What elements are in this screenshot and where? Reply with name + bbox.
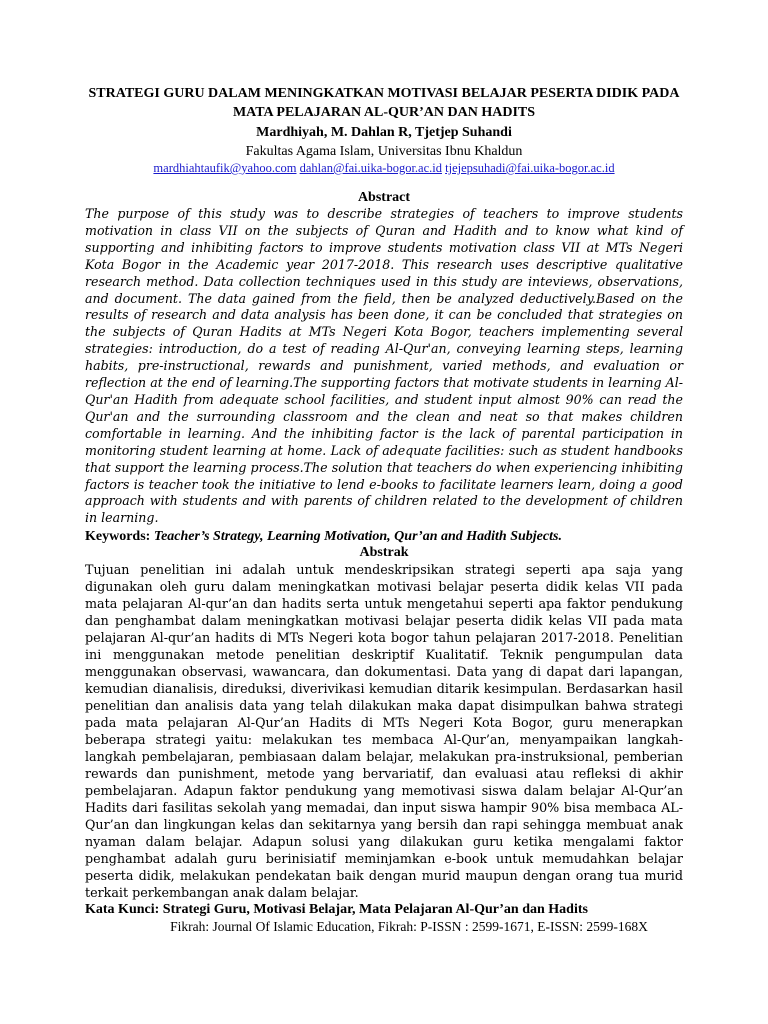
paper-affiliation: Fakultas Agama Islam, Universitas Ibnu Khaldun [245,144,523,159]
email-link-1[interactable]: mardhiahtaufik@yahoo.com [153,161,297,175]
keywords-label: Keywords: [85,529,151,545]
keywords-line [85,528,683,545]
abstract-heading: Abstract [357,190,411,205]
email-link-2[interactable]: dahlan@fai.uika-bogor.ac.id [299,161,442,175]
kata-kunci-line: Kata Kunci: Strategi Guru, Motivasi Belajar, Mata Pelajaran Al-Qur’an dan Hadits [85,902,588,918]
abstrak-body: Tujuan penelitian ini adalah untuk mendeskripsikan strategi seperti apa saja yang digunakan oleh guru dalam meningkatkan motivasi belajar peserta didik kelas VII pada mata pelajaran Al-qur’an dan hadits serta untuk mengetahui seperti apa faktor pendukung dan penghambat dalam meningkatkan motivasi belajar peserta didik kelas VII pada mata pelajaran Al-qur’an hadits di MTs Negeri kota bogor tahun pelajaran 2017-2018. Penelitian ini menggunakan metode penelitian deskriptif Kualitatif. Teknik pengumpulan data menggunakan observasi, wawancara, dan dokumentasi. Data yang di dapat dari lapangan, kemudian dianalisis, direduksi, diverivikasi kemudian ditarik kesimpulan. Berdasarkan hasil penelitian dan analisis data yang telah dilakukan maka dapat disimpulkan bahwa strategi pada mata pelajaran Al-Qur’an Hadits di MTs Negeri Kota Bogor, guru menerapkan beberapa strategi yaitu: melakukan tes membaca Al-Qur’an, menyampaikan langkah-langkah pembelajaran, pembiasaan dalam belajar, melakukan pra-instruksional, pemberian rewards dan punishment, metode yang bervariatif, dan evaluasi atau refleksi di akhir pembelajaran. Adapun faktor pendukung yang memotivasi siswa dalam belajar Al-Qur’an Hadits dari fasilitas sekolah yang memadai, dan input siswa hampir 90% bisa membaca AL-Qur’an dan lingkungan kelas dan sekitarnya yang bersih dan rapi sehingga membuat anak nyaman dalam belajar. Adapun solusi yang dilakukan guru ketika mengalami faktor penghambat adalah guru berinisiatif meminjamkan e-book untuk memudahkan belajar peserta didik, melakukan pendekatan baik dengan murid maupun dengan orang tua murid terkait perkembangan anak dalam belajar. [85,562,683,901]
email-link-3[interactable]: tjejepsuhadi@fai.uika-bogor.ac.id [445,161,615,175]
abstract-body: The purpose of this study was to describe strategies of teachers to improve students motivation in class VII on the subjects of Quran and Hadith and to know what kind of supporting and inhibiting factors to improve students motivation class VII at MTs Negeri Kota Bogor in the Academic year 2017-2018. This research uses descriptive qualitative research method. Data collection techniques used in this study are inteviews, observations, and document. The data gained from the field, then be analyzed deductively.Based on the results of research and data analysis has been done, it can be concluded that strategies on the subjects of Quran Hadits at MTs Negeri Kota Bogor, teachers implementing several strategies: introduction, do a test of reading Al-Qur'an, conveying learning steps, learning habits, pre-instructional, rewards and punishment, varied methods, and evaluation or reflection at the end of learning.The supporting factors that motivate students in learning Al-Qur'an Hadith from adequate school facilities, and student input almost 90% can read the Qur'an and the surrounding classroom and the clean and neat so that makes children comfortable in learning. And the inhibiting factor is the lack of parental participation in monitoring student learning at home. Lack of adequate facilities: such as student handbooks that support the learning process.The solution that teachers do when experiencing inhibiting factors is teacher took the initiative to lend e-books to facilitate learners learn, doing a good approach with students and with parents of children related to the development of children in learning. [85,206,683,526]
paper-title: STRATEGI GURU DALAM MENINGKATKAN MOTIVASI BELAJAR PESERTA DIDIK PADA MATA PELAJARAN AL-QUR’AN DAN HADITS [88,86,680,120]
abstrak-heading: Abstrak [359,545,409,561]
author-emails [85,161,683,176]
journal-footer: Fikrah: Journal Of Islamic Education, Fikrah: P-ISSN : 2599-1671, E-ISSN: 2599-168X [170,919,648,934]
paper-authors: Mardhiyah, M. Dahlan R, Tjetjep Suhandi [256,125,512,140]
paper-page [85,84,683,918]
keywords-text: Teacher’s Strategy, Learning Motivation, Qur’an and Hadith Subjects. [153,529,562,545]
